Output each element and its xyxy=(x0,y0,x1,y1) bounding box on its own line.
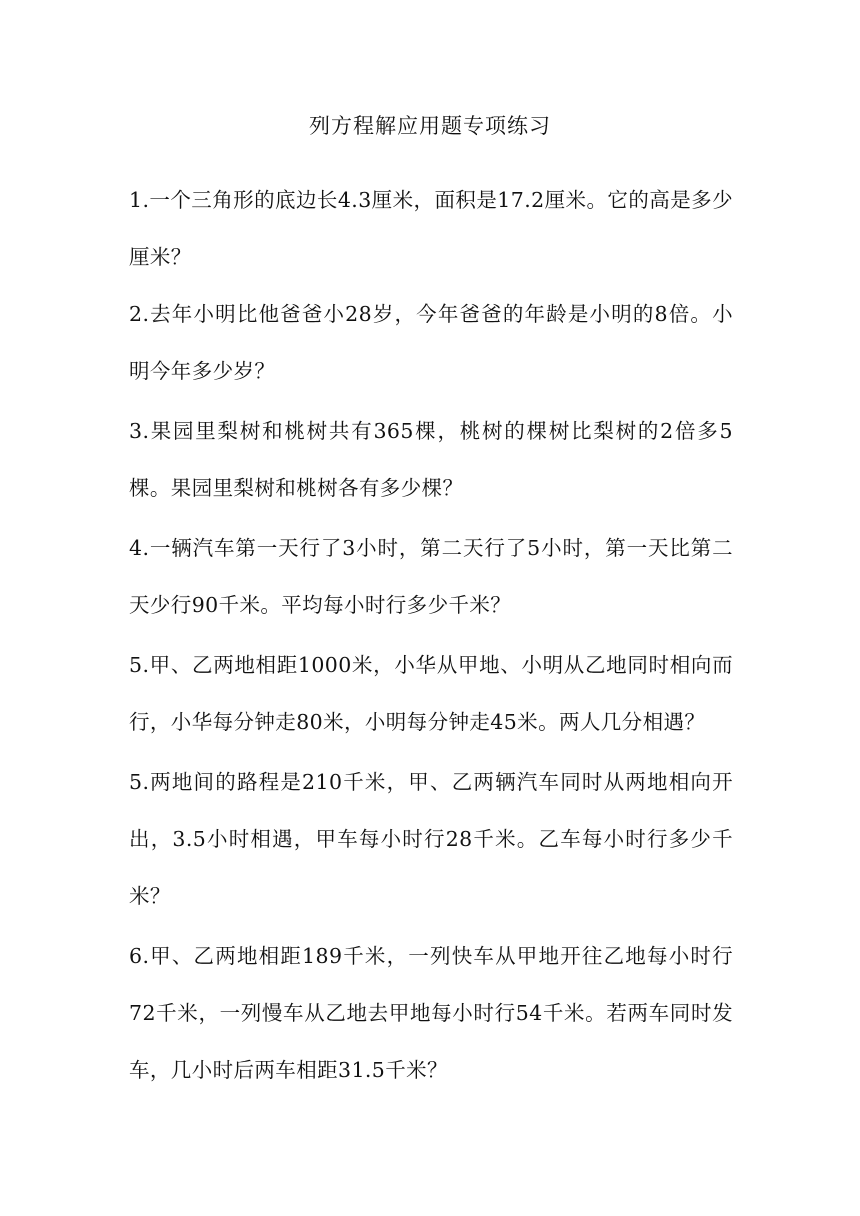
problem-list xyxy=(129,172,733,1099)
problem-2: 2.去年小明比他爸爸小28岁，今年爸爸的年龄是小明的8倍。小明今年多少岁？ xyxy=(129,302,733,383)
problem-1: 1.一个三角形的底边长4.3厘米，面积是17.2厘米。它的高是多少厘米？ xyxy=(129,188,733,269)
problem-5b: 5.两地间的路程是210千米，甲、乙两辆汽车同时从两地相向开出，3.5小时相遇，甲车每小时行28千米。乙车每小时行多少千米？ xyxy=(129,770,733,908)
problem-3: 3.果园里梨树和桃树共有365棵，桃树的棵树比梨树的2倍多5棵。果园里梨树和桃树各有多少棵？ xyxy=(129,419,733,500)
page-title: 列方程解应用题专项练习 xyxy=(309,114,551,138)
problem-6: 6.甲、乙两地相距189千米，一列快车从甲地开往乙地每小时行72千米，一列慢车从乙地去甲地每小时行54千米。若两车同时发车，几小时后两车相距31.5千米？ xyxy=(129,944,733,1082)
problem-4: 4.一辆汽车第一天行了3小时，第二天行了5小时，第一天比第二天少行90千米。平均每小时行多少千米？ xyxy=(129,536,733,617)
problem-5a: 5.甲、乙两地相距1000米，小华从甲地、小明从乙地同时相向而行，小华每分钟走80米，小明每分钟走45米。两人几分相遇？ xyxy=(129,653,733,734)
